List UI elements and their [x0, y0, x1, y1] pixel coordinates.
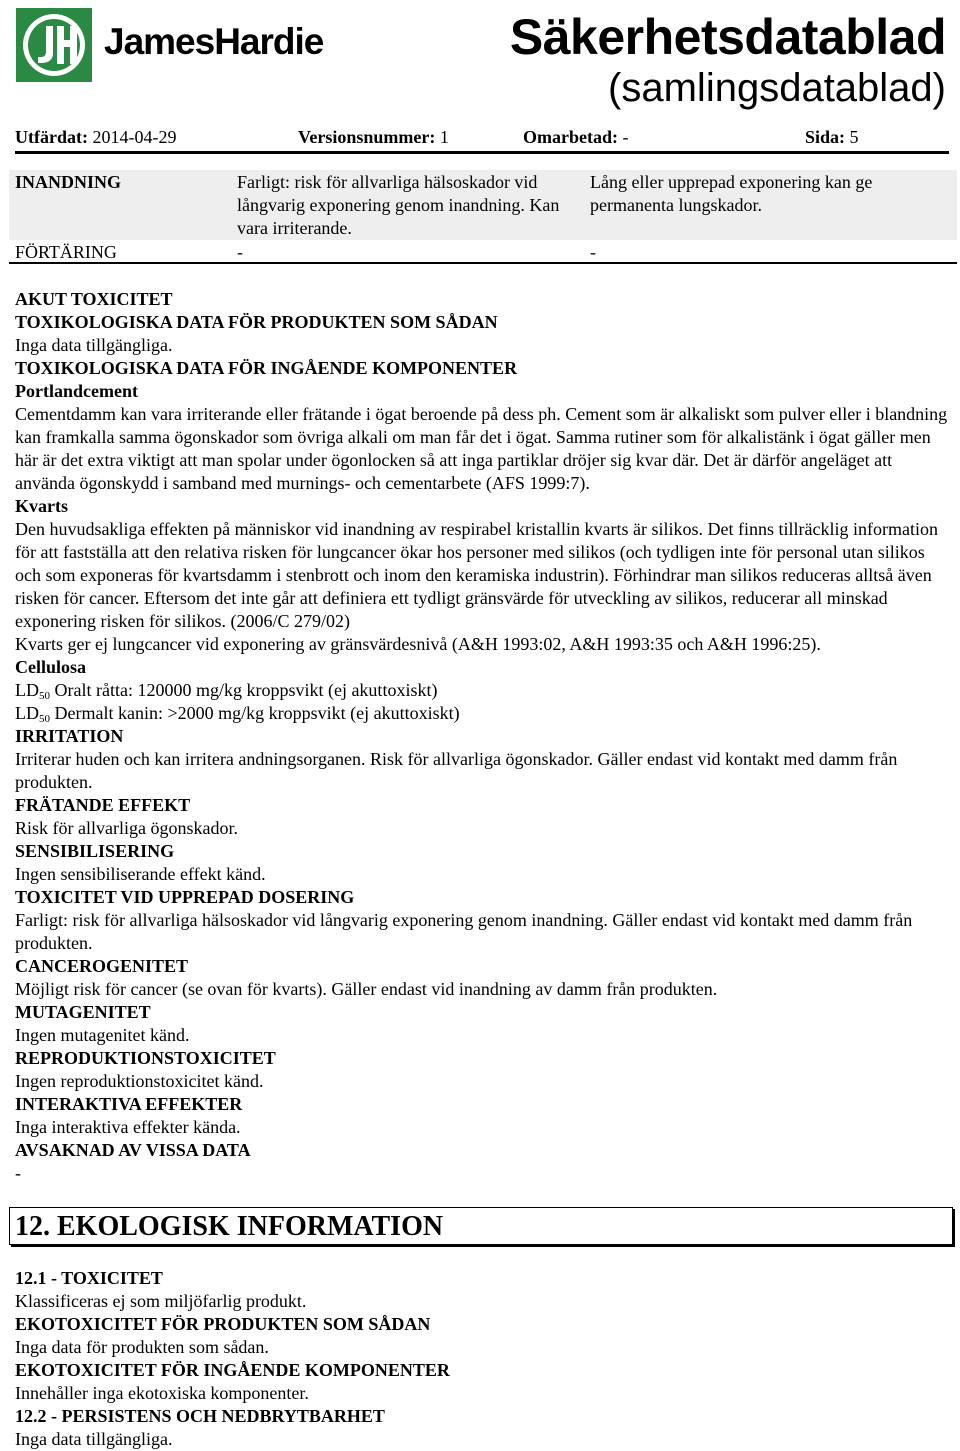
- heading-sensitisation: SENSIBILISERING: [15, 841, 175, 861]
- svg-text:®: ®: [84, 12, 91, 20]
- exposure-chronic-effect: -: [590, 242, 596, 262]
- exposure-route: INANDNING: [15, 172, 122, 192]
- text-reproductive: Ingen reproduktionstoxicitet känd.: [15, 1071, 264, 1091]
- text-interactive: Inga interaktiva effekter kända.: [15, 1117, 241, 1137]
- heading-12-1-toxicity: 12.1 - TOXICITET: [15, 1268, 163, 1288]
- text-portland-cement: Cementdamm kan vara irriterande eller frätande i ögat beroende på dess ph. Cement som är alkaliskt som pulver eller i blandning kan framkalla samma ögonskador som övriga alkali om man får det i ögat. Samma rutiner som för alkalistänk i ögat gäller men här är det extra viktigt att man spolar under ögonlocken så att inga partiklar dröjer sig kvar där. Det är därför angeläget att använda ögonskydd i samband med murnings- och cementarbete (AFS 1999:7).: [15, 404, 948, 493]
- heading-interactive: INTERAKTIVA EFFEKTER: [15, 1094, 243, 1114]
- page-number: Sida: 5: [805, 127, 859, 147]
- text-quartz-1: Den huvudsakliga effekten på människor vid inandning av respirabel kristallin kvarts är silikos. Det finns tillräcklig information för att fastställa att den relativa risken för lungcancer ökar hos personer med silikos (och tydligen inte för personal utan silikos och som exponeras för kvartsdamm i stenbrott och inom den keramiska industrin). Förhindrar man silikos reduceras alltså även risken för cancer. Eftersom det inte går att definiera ett tydligt gränsvärde för utveckling av silikos, reducerar all minskad exponering risken för silikos. (2006/C 279/02): [15, 519, 938, 631]
- section-12-title: 12. EKOLOGISK INFORMATION: [15, 1211, 444, 1242]
- heading-quartz: Kvarts: [15, 496, 68, 516]
- brand-name: JamesHardie: [104, 21, 324, 62]
- heading-ecotox-product: EKOTOXICITET FÖR PRODUKTEN SOM SÅDAN: [15, 1314, 431, 1334]
- text-12-2-persistence: Inga data tillgängliga.: [15, 1429, 173, 1449]
- document-meta-bar: [15, 127, 949, 151]
- document-title: Säkerhetsdatablad: [509, 9, 946, 65]
- exposure-row-inhalation: [9, 170, 957, 240]
- heading-tox-product: TOXIKOLOGISKA DATA FÖR PRODUKTEN SOM SÅDAN: [15, 312, 498, 332]
- text-tox-product: Inga data tillgängliga.: [15, 335, 173, 355]
- revised-date: Omarbetad: -: [523, 127, 629, 147]
- exposure-chronic-effect: Lång eller upprepad exponering kan ge permanenta lungskador.: [590, 172, 873, 215]
- text-missing-data: -: [15, 1163, 21, 1183]
- section-12-header: [9, 1207, 953, 1245]
- text-sensitisation: Ingen sensibiliserande effekt känd.: [15, 864, 266, 884]
- document-subtitle: (samlingsdatablad): [608, 66, 946, 110]
- heading-repeated-dose: TOXICITET VID UPPREPAD DOSERING: [15, 887, 355, 907]
- header-divider: [15, 151, 949, 154]
- document-title-block: [509, 9, 946, 110]
- text-mutagenicity: Ingen mutagenitet känd.: [15, 1025, 190, 1045]
- text-ld50-oral: $LD_{50}$ Oralt råtta: 120000 mg/kg kroppsvikt (ej akuttoxiskt): [15, 680, 438, 702]
- issued-date: Utfärdat: 2014-04-29: [15, 127, 177, 147]
- text-carcinogenicity: Möjligt risk för cancer (se ovan för kvarts). Gäller endast vid inandning av damm från produkten.: [15, 979, 718, 999]
- exposure-table: [9, 170, 957, 263]
- exposure-route: FÖRTÄRING: [15, 242, 117, 262]
- heading-carcinogenicity: CANCEROGENITET: [15, 956, 189, 976]
- heading-corrosive: FRÄTANDE EFFEKT: [15, 795, 191, 815]
- heading-missing-data: AVSAKNAD AV VISSA DATA: [15, 1140, 251, 1160]
- text-quartz-2: Kvarts ger ej lungcancer vid exponering av gränsvärdesnivå (A&H 1993:02, A&H 1993:35 och A&H 1996:25).: [15, 634, 821, 654]
- table-divider: [9, 262, 957, 264]
- james-hardie-logo-icon: [16, 8, 92, 82]
- heading-tox-components: TOXIKOLOGISKA DATA FÖR INGÅENDE KOMPONENTER: [15, 358, 518, 378]
- heading-acute-toxicity: AKUT TOXICITET: [15, 289, 173, 309]
- exposure-acute-effect: -: [237, 242, 243, 262]
- text-repeated-dose: Farligt: risk för allvarliga hälsoskador vid långvarig exponering genom inandning. Gäller endast vid kontakt med damm från produkten.: [15, 910, 913, 953]
- text-ecotox-components: Innehåller inga ekotoxiska komponenter.: [15, 1383, 309, 1403]
- exposure-row-ingestion: [9, 240, 957, 263]
- heading-mutagenicity: MUTAGENITET: [15, 1002, 151, 1022]
- text-12-1-toxicity: Klassificeras ej som miljöfarlig produkt.: [15, 1291, 307, 1311]
- text-corrosive: Risk för allvarliga ögonskador.: [15, 818, 238, 838]
- text-irritation: Irriterar huden och kan irritera andningsorganen. Risk för allvarliga ögonskador. Gäller endast vid kontakt med damm från produkten.: [15, 749, 898, 792]
- heading-12-2-persistence: 12.2 - PERSISTENS OCH NEDBRYTBARHET: [15, 1406, 385, 1426]
- heading-portland-cement: Portlandcement: [15, 381, 138, 401]
- text-ld50-dermal: $LD_{50}$ Dermalt kanin: >2000 mg/kg kroppsvikt (ej akuttoxiskt): [15, 703, 460, 725]
- heading-ecotox-components: EKOTOXICITET FÖR INGÅENDE KOMPONENTER: [15, 1360, 450, 1380]
- heading-irritation: IRRITATION: [15, 726, 124, 746]
- version-number: Versionsnummer: 1: [298, 127, 449, 147]
- heading-reproductive: REPRODUKTIONSTOXICITET: [15, 1048, 276, 1068]
- document-body: [15, 288, 950, 1451]
- exposure-acute-effect: Farligt: risk för allvarliga hälsoskador vid långvarig exponering genom inandning. Kan vara irriterande.: [237, 172, 560, 238]
- text-ecotox-product: Inga data för produkten som sådan.: [15, 1337, 269, 1357]
- heading-cellulose: Cellulosa: [15, 657, 87, 677]
